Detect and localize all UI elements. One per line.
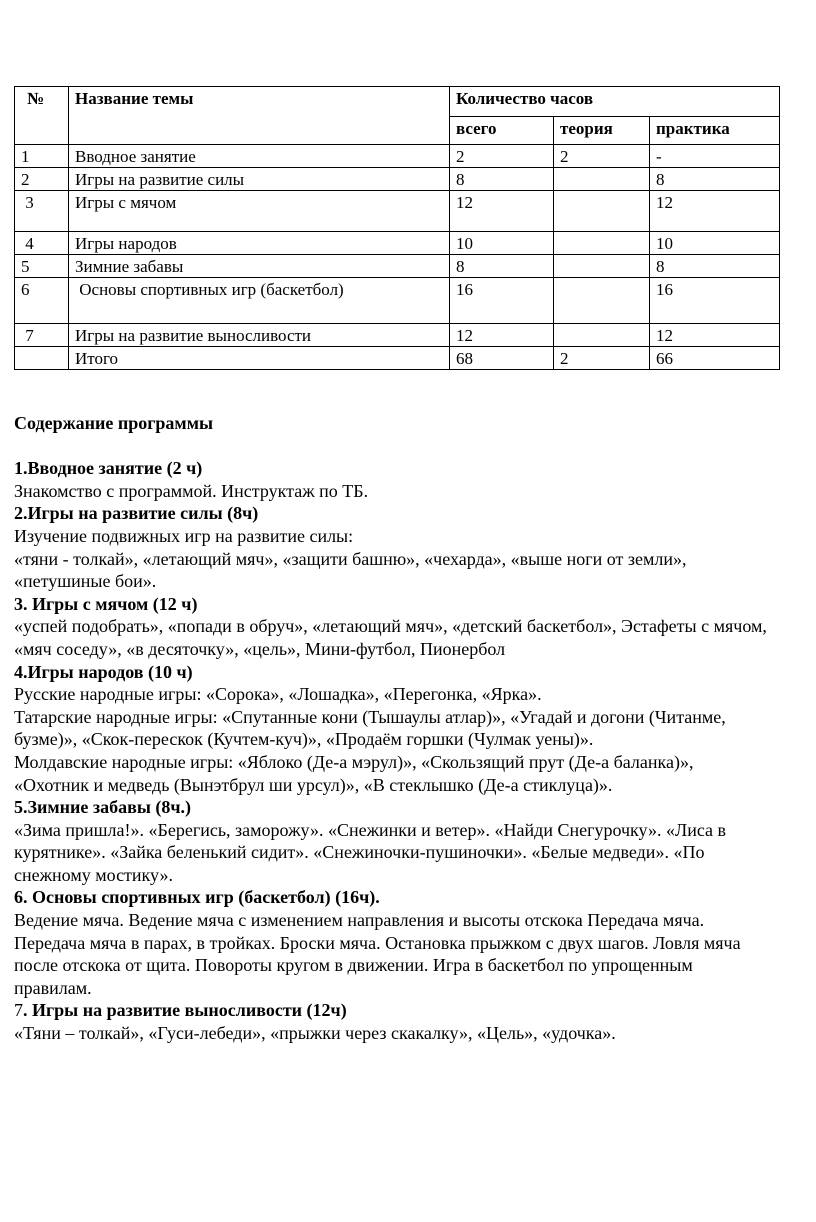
cell-topic: Вводное занятие [69, 145, 450, 168]
section-title: 1.Вводное занятие (2 ч) [14, 458, 203, 479]
content-heading: Содержание программы [14, 413, 214, 433]
cell-theory: 2 [554, 347, 650, 370]
cell-total: 8 [450, 255, 554, 278]
cell-num: 5 [15, 255, 69, 278]
section-line: Молдавские народные игры: «Яблоко (Де-а мэрул)», «Скользящий прут (Де-а баланка)», [14, 751, 694, 772]
cell-topic: Игры с мячом [69, 191, 450, 232]
section-title-text: . Игры на развитие выносливости (12ч) [23, 1000, 347, 1021]
section-title: 6. Основы спортивных игр (баскетбол) (16ч). [14, 887, 380, 908]
cell-theory [554, 232, 650, 255]
table-row [15, 145, 780, 168]
section-line: Передача мяча в парах, в тройках. Броски мяча. Остановка прыжком с двух шагов. Ловля мяча [14, 932, 741, 953]
section-title-number: 7 [14, 1000, 23, 1021]
section-line: «тяни - толкай», «летающий мяч», «защити башню», «чехарда», «выше ноги от земли», [14, 548, 687, 569]
table-row [15, 232, 780, 255]
table-row [15, 191, 780, 232]
cell-num: 4 [15, 232, 69, 255]
section-title: 3. Игры с мячом (12 ч) [14, 593, 198, 614]
table-row [15, 255, 780, 278]
cell-total: 12 [450, 324, 554, 347]
section-line: «Охотник и медведь (Вынэтбрул ши урсул)», «В стеклышко (Де-а стиклуца)». [14, 774, 613, 795]
section-title: 2.Игры на развитие силы (8ч) [14, 503, 259, 524]
section-basketball [14, 886, 814, 999]
cell-total: 8 [450, 168, 554, 191]
cell-theory [554, 255, 650, 278]
section-line: «петушиные бои». [14, 571, 157, 592]
cell-theory: 2 [554, 145, 650, 168]
cell-practice: - [650, 145, 780, 168]
cell-num: 1 [15, 145, 69, 168]
cell-total: 2 [450, 145, 554, 168]
header-hours: Количество часов [450, 87, 780, 117]
section-line: Изучение подвижных игр на развитие силы: [14, 525, 354, 546]
cell-total: 16 [450, 278, 554, 324]
section-line: правилам. [14, 977, 92, 998]
section-title [14, 999, 814, 1022]
program-content [14, 412, 814, 1045]
header-practice: практика [650, 117, 780, 145]
cell-theory [554, 168, 650, 191]
section-line: Знакомство с программой. Инструктаж по ТБ. [14, 480, 369, 501]
cell-practice: 8 [650, 255, 780, 278]
section-line: снежному мостику». [14, 864, 173, 885]
section-endurance-games [14, 999, 814, 1044]
cell-practice: 12 [650, 324, 780, 347]
section-strength-games [14, 502, 814, 592]
cell-practice: 66 [650, 347, 780, 370]
section-line: после отскока от щита. Повороты кругом в движении. Игра в баскетбол по упрощенным [14, 955, 693, 976]
section-line: бузме)», «Скок-перескок (Кучтем-куч)», «Продаём горшки (Чулмак уены)». [14, 729, 594, 750]
table-row [15, 278, 780, 324]
header-topic: Название темы [69, 87, 450, 145]
thematic-plan-table [14, 86, 780, 370]
section-line: «Зима пришла!». «Берегись, заморожу». «Снежинки и ветер». «Найди Снегурочку». «Лиса в [14, 819, 727, 840]
header-theory: теория [554, 117, 650, 145]
cell-topic: Игры на развитие выносливости [69, 324, 450, 347]
cell-topic: Итого [69, 347, 450, 370]
cell-theory [554, 191, 650, 232]
section-line: Ведение мяча. Ведение мяча с изменением направления и высоты отскока Передача мяча. [14, 910, 705, 931]
section-intro [14, 457, 814, 502]
cell-total: 12 [450, 191, 554, 232]
cell-num: 3 [15, 191, 69, 232]
table-row [15, 324, 780, 347]
cell-topic: Зимние забавы [69, 255, 450, 278]
cell-topic: Игры народов [69, 232, 450, 255]
table-row [15, 168, 780, 191]
cell-num: 7 [15, 324, 69, 347]
section-line: «мяч соседу», «в десяточку», «цель», Мини-футбол, Пионербол [14, 638, 506, 659]
section-title: 4.Игры народов (10 ч) [14, 661, 193, 682]
section-line: «Тяни – толкай», «Гуси-лебеди», «прыжки через скакалку», «Цель», «удочка». [14, 1023, 616, 1044]
cell-total: 68 [450, 347, 554, 370]
table-total-row [15, 347, 780, 370]
section-line: курятнике». «Зайка беленький сидит». «Снежиночки-пушиночки». «Белые медведи». «По [14, 842, 705, 863]
section-ball-games [14, 593, 814, 661]
cell-practice: 10 [650, 232, 780, 255]
cell-total: 10 [450, 232, 554, 255]
cell-practice: 8 [650, 168, 780, 191]
cell-num [15, 347, 69, 370]
table-header-row [15, 87, 780, 117]
cell-num: 2 [15, 168, 69, 191]
cell-topic: Основы спортивных игр (баскетбол) [69, 278, 450, 324]
cell-num: 6 [15, 278, 69, 324]
header-num: № [15, 87, 69, 145]
header-total: всего [450, 117, 554, 145]
cell-theory [554, 278, 650, 324]
section-title: 5.Зимние забавы (8ч.) [14, 797, 192, 818]
section-line: «успей подобрать», «попади в обруч», «летающий мяч», «детский баскетбол», Эстафеты с мячом, [14, 616, 767, 637]
section-line: Русские народные игры: «Сорока», «Лошадка», «Перегонка, «Ярка». [14, 684, 542, 705]
section-folk-games [14, 661, 814, 797]
cell-topic: Игры на развитие силы [69, 168, 450, 191]
cell-theory [554, 324, 650, 347]
cell-practice: 16 [650, 278, 780, 324]
section-line: Татарские народные игры: «Спутанные кони (Тышаулы атлар)», «Угадай и догони (Читанме, [14, 706, 726, 727]
section-winter-games [14, 796, 814, 886]
cell-practice: 12 [650, 191, 780, 232]
